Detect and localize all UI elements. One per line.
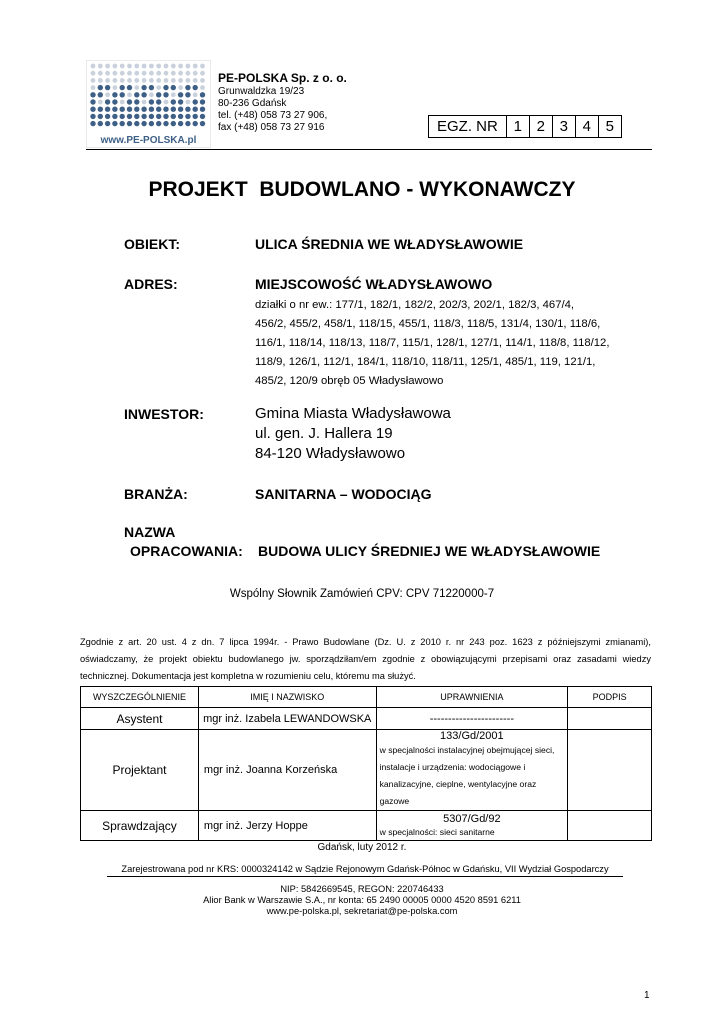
header-podpis: PODPIS (568, 687, 652, 708)
logo-dot (163, 85, 168, 90)
logo-dot (90, 107, 95, 112)
logo-dot (149, 64, 154, 69)
copy-number-label: EGZ. NR (437, 118, 498, 135)
adres-label: ADRES: (124, 276, 178, 292)
logo-dot (120, 64, 125, 69)
name-cell: mgr inż. Izabela LEWANDOWSKA (198, 708, 376, 730)
logo-dot (156, 114, 161, 119)
logo-dot (178, 114, 183, 119)
logo-dot (156, 85, 161, 90)
logo-dot (105, 99, 110, 104)
logo-dot (178, 78, 183, 83)
logo-dot (193, 78, 198, 83)
logo-dot (90, 99, 95, 104)
logo-dot (200, 121, 205, 126)
license-number: 5307/Gd/92 (443, 812, 501, 825)
logo-dot (156, 78, 161, 83)
copy-number-2: 2 (529, 116, 552, 137)
footer-bank: Alior Bank w Warszawie S.A., nr konta: 65 2490 00005 0000 4520 8591 6211 (203, 895, 521, 905)
logo-dot (90, 121, 95, 126)
nazwa-label: NAZWA (124, 524, 176, 540)
signature-cell (568, 708, 652, 730)
logo-dot (120, 92, 125, 97)
declaration-paragraph (80, 634, 651, 685)
logo-dot (141, 121, 146, 126)
logo-dot (112, 107, 117, 112)
logo-dot (193, 92, 198, 97)
logo-dot (171, 78, 176, 83)
logo-dot (156, 71, 161, 76)
copy-number-3: 3 (552, 116, 575, 137)
logo-dot (91, 78, 96, 83)
logo-dot (98, 71, 103, 76)
logo-dot (141, 92, 146, 97)
logo-dot (186, 78, 191, 83)
parcel-line: 456/2, 455/2, 458/1, 118/15, 455/1, 118/3, 118/5, 131/4, 130/1, 118/6, (255, 318, 601, 330)
logo-dot (185, 92, 190, 97)
logo-dot (142, 100, 147, 105)
logo-dot (163, 114, 168, 119)
logo-dot (120, 78, 125, 83)
logo-dot (142, 71, 147, 76)
signature-table (80, 686, 652, 841)
issue-date: Gdańsk, luty 2012 r. (317, 842, 407, 853)
logo-dot (142, 78, 147, 83)
name-cell: mgr inż. Jerzy Hoppe (198, 811, 376, 841)
logo-dot (127, 71, 132, 76)
logo-dot (112, 92, 117, 97)
logo-dot (127, 92, 132, 97)
logo-dot (156, 64, 161, 69)
copy-number-5: 5 (598, 116, 621, 137)
logo-dot (134, 99, 139, 104)
logo-dot (156, 121, 161, 126)
logo-dot (200, 114, 205, 119)
logo-dot (149, 85, 154, 90)
logo-dot (98, 114, 103, 119)
logo-dot (164, 100, 169, 105)
logo-dot (127, 85, 132, 90)
header-wyszczegolnienie: WYSZCZEGÓLNIENIE (81, 687, 199, 708)
logo-dot (113, 64, 118, 69)
logo-dot (186, 64, 191, 69)
logo-dot (178, 107, 183, 112)
parcel-line: 118/9, 126/1, 112/1, 184/1, 118/10, 118/11, 125/1, 485/1, 119, 121/1, (255, 356, 596, 368)
logo-dot (141, 114, 146, 119)
logo-dot (105, 121, 110, 126)
license-cell (376, 811, 568, 841)
logo-dot (149, 78, 154, 83)
logo-dot (134, 92, 139, 97)
table-row (81, 730, 652, 811)
logo-dot (120, 71, 125, 76)
obiekt-label: OBIEKT: (124, 236, 180, 252)
parcel-line: działki o nr ew.: 177/1, 182/1, 182/2, 202/3, 202/1, 182/3, 467/4, (255, 299, 575, 311)
logo-dot (105, 64, 110, 69)
logo-dot (178, 85, 183, 90)
logo-dot (134, 114, 139, 119)
license-scope-line: kanalizacyjne, cieplne, wentylacyjne oraz gazowe (379, 779, 537, 806)
logo-dot (149, 99, 154, 104)
company-street: Grunwaldzka 19/23 (218, 86, 305, 97)
logo-dot (105, 71, 110, 76)
logo-dot (120, 121, 125, 126)
logo-dot (142, 64, 147, 69)
header-imie-nazwisko: IMIĘ I NAZWISKO (198, 687, 376, 708)
logo-dot (141, 107, 146, 112)
logo-dot (127, 64, 132, 69)
inwestor-street: ul. gen. J. Hallera 19 (255, 425, 393, 442)
branza-value: SANITARNA – WODOCIĄG (255, 486, 432, 502)
logo-dot (149, 92, 154, 97)
company-logo (86, 60, 211, 148)
logo-dot (171, 121, 176, 126)
nazwa-value: BUDOWA ULICY ŚREDNIEJ WE WŁADYSŁAWOWIE (258, 543, 601, 559)
company-city: 80-236 Gdańsk (218, 98, 287, 109)
company-tel: tel. (+48) 058 73 27 906, (218, 110, 328, 121)
logo-dot (185, 121, 190, 126)
logo-dot (134, 71, 139, 76)
inwestor-block (255, 404, 451, 464)
table-header-row (81, 687, 652, 708)
logo-dot (127, 78, 132, 83)
logo-dot (185, 114, 190, 119)
role-cell: Projektant (81, 730, 199, 811)
logo-dot (120, 114, 125, 119)
logo-dot (163, 107, 168, 112)
logo-dot (113, 71, 118, 76)
logo-dot (105, 85, 110, 90)
logo-dot (141, 85, 146, 90)
cpv-code: Wspólny Słownik Zamówień CPV: CPV 71220000-7 (229, 588, 495, 600)
logo-dot (149, 107, 154, 112)
logo-dot (91, 71, 96, 76)
logo-dot (163, 121, 168, 126)
logo-dot (200, 71, 205, 76)
logo-dot (120, 107, 125, 112)
branza-label: BRANŻA: (124, 486, 188, 502)
logo-dot (171, 114, 176, 119)
declaration-line: oświadczamy, że projekt obiektu budowlanego jw. sporządziłam/em zgodnie z obowiązującymi przepisami oraz zasadami wiedzy (80, 654, 651, 664)
obiekt-value: ULICA ŚREDNIA WE WŁADYSŁAWOWIE (255, 236, 524, 252)
logo-dot (171, 99, 176, 104)
declaration-line: Zgodnie z art. 20 ust. 4 z dn. 7 lipca 1994r. - Prawo Budowlane (Dz. U. z 2010 r. nr 243 poz. 1623 z późniejszymi zmianami), (80, 637, 651, 647)
logo-dot (113, 85, 118, 90)
license-cell (376, 730, 568, 811)
opracowania-label: OPRACOWANIA: (130, 543, 243, 559)
logo-dot (120, 85, 125, 90)
logo-dot (98, 85, 103, 90)
table-row (81, 811, 652, 841)
logo-dot (149, 71, 154, 76)
logo-dot (98, 100, 103, 105)
logo-dot (112, 114, 117, 119)
parcel-line: 116/1, 118/14, 118/13, 118/7, 115/1, 128/1, 127/1, 114/1, 118/8, 118/12, (255, 337, 610, 349)
logo-dot (193, 64, 198, 69)
parcel-line: 485/2, 120/9 obręb 05 Władysławowo (255, 375, 444, 387)
license-cell: ----------------------- (376, 708, 568, 730)
logo-dot (200, 78, 205, 83)
logo-dot (98, 92, 103, 97)
logo-dot (90, 114, 95, 119)
header-uprawnienia: UPRAWNIENIA (376, 687, 568, 708)
license-scope-line: w specjalności instalacyjnej obejmującej sieci, (379, 745, 555, 755)
logo-dot (200, 64, 205, 69)
logo-dot (105, 78, 110, 83)
logo-dot (112, 121, 117, 126)
logo-dot (193, 99, 198, 104)
logo-dot (149, 121, 154, 126)
logo-dot-grid (86, 60, 211, 148)
logo-dot (164, 78, 169, 83)
logo-dot (105, 114, 110, 119)
logo-dot (178, 121, 183, 126)
logo-dot (113, 78, 118, 83)
logo-dot (193, 71, 198, 76)
inwestor-city: 84-120 Władysławowo (255, 445, 406, 462)
copy-number-box (428, 115, 622, 138)
logo-dot (98, 107, 103, 112)
logo-dot (186, 71, 191, 76)
logo-dot (120, 100, 125, 105)
logo-dot (127, 121, 132, 126)
role-cell: Asystent (81, 708, 199, 730)
logo-dot (178, 99, 183, 104)
declaration-line: technicznej. Dokumentacja jest kompletna w rozumieniu celu, któremu ma służyć. (80, 671, 416, 681)
adres-value: MIEJSCOWOŚĆ WŁADYSŁAWOWO (255, 276, 493, 292)
company-fax: fax (+48) 058 73 27 916 (218, 122, 325, 133)
logo-dot (134, 64, 139, 69)
name-cell: mgr inż. Joanna Korzeńska (198, 730, 376, 811)
logo-dot (149, 114, 154, 119)
logo-dot (200, 85, 205, 90)
logo-dot (178, 92, 183, 97)
header-divider (86, 149, 652, 150)
signature-cell (568, 730, 652, 811)
logo-dot (98, 121, 103, 126)
logo-dot (164, 64, 169, 69)
table-row (81, 708, 652, 730)
footer-contact: www.pe-polska.pl, sekretariat@pe-polska.com (266, 906, 458, 916)
logo-dot (178, 64, 183, 69)
logo-dot (127, 107, 132, 112)
logo-dot (171, 64, 176, 69)
footer-nip: NIP: 5842669545, REGON: 220746433 (280, 884, 444, 894)
logo-dot (164, 71, 169, 76)
document-title: PROJEKT BUDOWLANO - WYKONAWCZY (148, 178, 576, 201)
logo-dot (134, 85, 139, 90)
logo-dot (134, 78, 139, 83)
parcel-list (255, 296, 609, 391)
logo-dot (156, 92, 161, 97)
logo-dot (200, 92, 205, 97)
logo-dot (134, 121, 139, 126)
logo-dot (193, 85, 198, 90)
license-scope-line: instalacje i urządzenia: wodociągowe i (379, 762, 526, 772)
logo-dot (171, 85, 176, 90)
logo-dot (156, 107, 161, 112)
logo-dot (134, 107, 139, 112)
company-name: PE-POLSKA Sp. z o. o. (218, 71, 347, 85)
logo-dot (171, 107, 176, 112)
logo-dot (193, 114, 198, 119)
logo-dot (127, 99, 132, 104)
license-scope-line: w specjalności: sieci sanitarne (379, 826, 495, 837)
role-cell: Sprawdzający (81, 811, 199, 841)
logo-url-text: www.PE-POLSKA.pl (100, 135, 197, 146)
logo-dot (171, 71, 176, 76)
logo-dot (186, 100, 191, 105)
logo-dot (193, 107, 198, 112)
logo-dot (98, 64, 103, 69)
logo-dot (171, 92, 176, 97)
copy-number-1: 1 (506, 116, 529, 137)
logo-dot (98, 78, 103, 83)
logo-dot (105, 92, 110, 97)
signature-cell (568, 811, 652, 841)
logo-dot (90, 92, 95, 97)
logo-dot (185, 85, 190, 90)
logo-dot (112, 99, 117, 104)
logo-dot (200, 99, 205, 104)
logo-dot (193, 121, 198, 126)
logo-dot (200, 107, 205, 112)
logo-dot (91, 85, 96, 90)
inwestor-name: Gmina Miasta Władysławowa (255, 405, 451, 422)
copy-number-4: 4 (575, 116, 598, 137)
page-number: 1 (644, 990, 650, 1001)
logo-dot (163, 92, 168, 97)
registration-info: Zarejestrowana pod nr KRS: 0000324142 w Sądzie Rejonowym Gdańsk-Północ w Gdańsku, VII Wydział Gospodarczy (107, 864, 623, 877)
license-scope (377, 742, 568, 810)
logo-dot (127, 114, 132, 119)
logo-dot (156, 99, 161, 104)
license-number: 133/Gd/2001 (440, 730, 504, 742)
logo-dot (105, 107, 110, 112)
inwestor-label: INWESTOR: (124, 406, 204, 422)
logo-dot (178, 71, 183, 76)
logo-dot (91, 64, 96, 69)
logo-dot (185, 107, 190, 112)
